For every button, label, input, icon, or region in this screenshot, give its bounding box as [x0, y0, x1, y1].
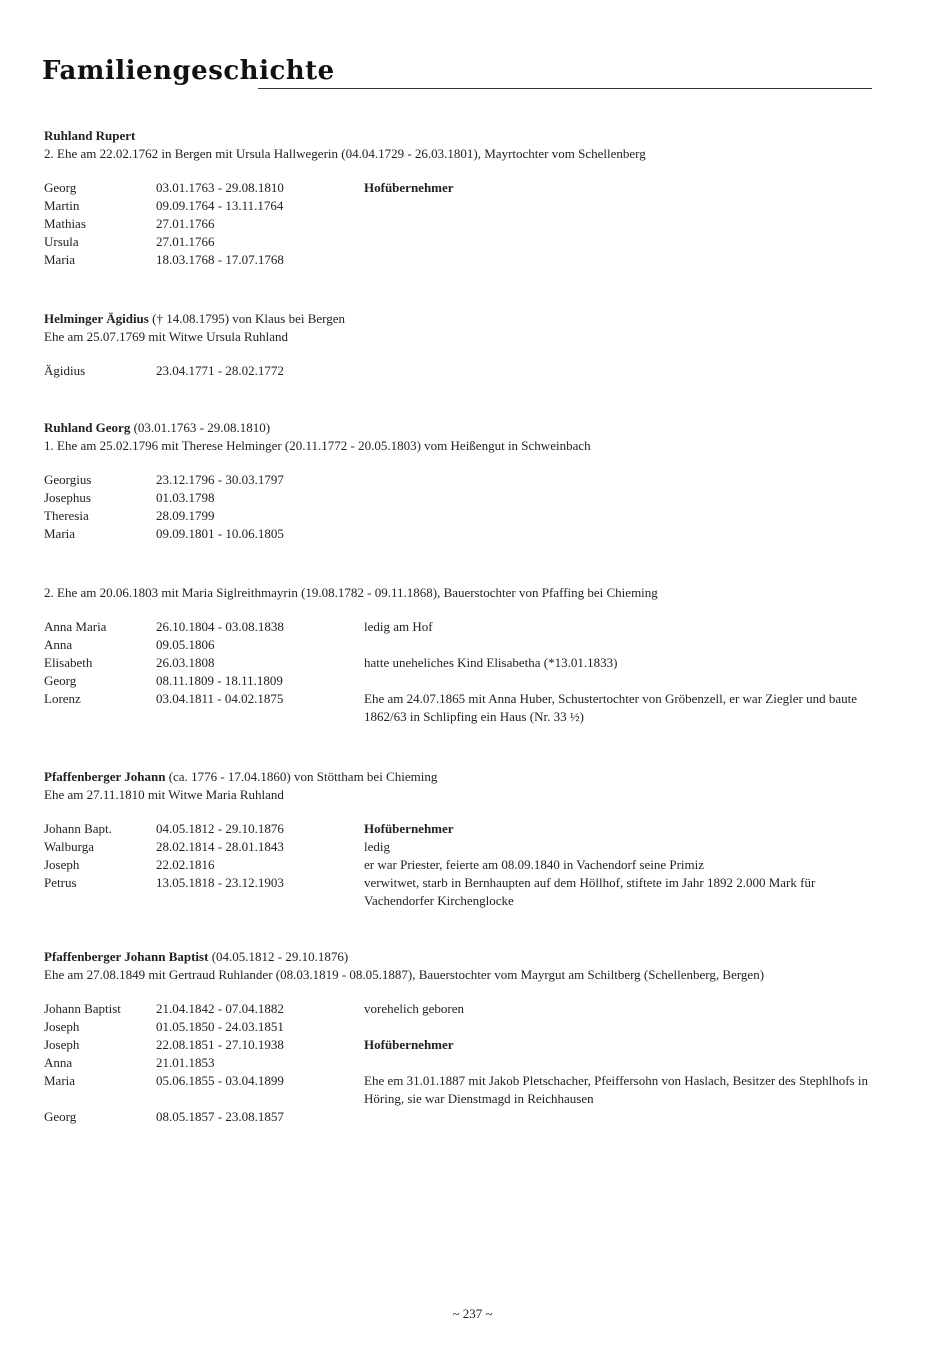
child-name: Anna	[44, 637, 73, 652]
child-dates: 03.01.1763 - 29.08.1810	[156, 180, 284, 195]
family-section-ruhland-georg	[44, 419, 884, 543]
child-note: Ehe am 24.07.1865 mit Anna Huber, Schustertochter von Gröbenzell, er war Ziegler und baute 1862/63 in Schlipfing ein Haus (Nr. 33 ½)	[364, 691, 857, 724]
child-row	[44, 1072, 884, 1108]
child-name: Lorenz	[44, 691, 81, 706]
child-note: Ehe em 31.01.1887 mit Jakob Pletschacher, Pfeiffersohn von Haslach, Besitzer des Stephlhofs in Höring, sie war Dienstmagd in Reichhausen	[364, 1073, 868, 1106]
child-name: Georg	[44, 180, 77, 195]
marriage-line: Ehe am 27.08.1849 mit Gertraud Ruhlander (08.03.1819 - 08.05.1887), Bauerstochter vom Mayrgut am Schiltberg (Schellenberg, Bergen)	[44, 967, 765, 982]
child-row	[44, 251, 884, 269]
page-title: Familiengeschichte	[42, 56, 335, 86]
child-dates: 21.04.1842 - 07.04.1882	[156, 1001, 284, 1016]
child-name: Josephus	[44, 490, 91, 505]
heading-name: Pfaffenberger Johann Baptist	[44, 949, 209, 964]
child-row	[44, 856, 884, 874]
child-dates: 23.12.1796 - 30.03.1797	[156, 472, 284, 487]
child-note: vorehelich geboren	[364, 1001, 464, 1016]
child-row	[44, 489, 884, 507]
child-name: Georg	[44, 673, 77, 688]
child-row	[44, 233, 884, 251]
child-row	[44, 672, 884, 690]
marriage-line: 2. Ehe am 20.06.1803 mit Maria Siglreithmayrin (19.08.1782 - 09.11.1868), Bauerstochter von Pfaffing bei Chieming	[44, 585, 658, 600]
child-dates: 03.04.1811 - 04.02.1875	[156, 691, 284, 706]
heading-name: Pfaffenberger Johann	[44, 769, 166, 784]
child-name: Maria	[44, 252, 76, 267]
child-name: Joseph	[44, 1019, 80, 1034]
heading-name: Helminger Ägidius	[44, 311, 149, 326]
child-name: Johann Bapt.	[44, 821, 112, 836]
child-row	[44, 507, 884, 525]
child-row	[44, 215, 884, 233]
child-dates: 09.09.1764 - 13.11.1764	[156, 198, 284, 213]
child-row	[44, 471, 884, 489]
child-row	[44, 690, 884, 726]
child-dates: 09.05.1806	[156, 637, 215, 652]
child-row	[44, 525, 884, 543]
marriage-line: Ehe am 27.11.1810 mit Witwe Maria Ruhland	[44, 787, 284, 802]
heading-name: Ruhland Rupert	[44, 128, 136, 143]
child-dates: 13.05.1818 - 23.12.1903	[156, 875, 284, 890]
children-list	[44, 179, 884, 269]
family-section-pfaffenberger-johann-baptist	[44, 948, 884, 1126]
child-note: ledig	[364, 839, 390, 854]
marriage-line: 2. Ehe am 22.02.1762 in Bergen mit Ursula Hallwegerin (04.04.1729 - 26.03.1801), Mayrtochter vom Schellenberg	[44, 146, 646, 161]
child-row	[44, 362, 884, 380]
child-dates: 21.01.1853	[156, 1055, 215, 1070]
child-name: Martin	[44, 198, 80, 213]
section-heading	[44, 948, 884, 966]
child-row	[44, 838, 884, 856]
child-name: Theresia	[44, 508, 89, 523]
child-name: Anna	[44, 1055, 73, 1070]
children-list	[44, 1000, 884, 1126]
children-list	[44, 820, 884, 910]
child-note: Hofübernehmer	[364, 821, 454, 836]
marriage-line: 1. Ehe am 25.02.1796 mit Therese Helminger (20.11.1772 - 20.05.1803) vom Heißengut in Schweinbach	[44, 438, 591, 453]
page-number: ~ 237 ~	[452, 1306, 493, 1321]
child-row	[44, 1000, 884, 1018]
child-name: Elisabeth	[44, 655, 93, 670]
heading-rest: (04.05.1812 - 29.10.1876)	[208, 949, 349, 964]
child-note: Hofübernehmer	[364, 1037, 454, 1052]
children-list	[44, 618, 884, 726]
child-dates: 08.05.1857 - 23.08.1857	[156, 1109, 284, 1124]
child-row	[44, 197, 884, 215]
child-row	[44, 1054, 884, 1072]
child-note: ledig am Hof	[364, 619, 433, 634]
child-name: Maria	[44, 526, 76, 541]
child-name: Maria	[44, 1073, 76, 1088]
child-row	[44, 1018, 884, 1036]
child-note: er war Priester, feierte am 08.09.1840 in Vachendorf seine Primiz	[364, 857, 705, 872]
child-dates: 04.05.1812 - 29.10.1876	[156, 821, 284, 836]
marriage-line: Ehe am 25.07.1769 mit Witwe Ursula Ruhland	[44, 329, 289, 344]
child-note: Hofübernehmer	[364, 180, 454, 195]
child-note: verwitwet, starb in Bernhaupten auf dem Höllhof, stiftete im Jahr 1892 2.000 Mark für Vachendorfer Kirchenglocke	[364, 875, 816, 908]
child-row	[44, 179, 884, 197]
title-rule	[258, 88, 872, 89]
child-name: Joseph	[44, 857, 80, 872]
section-heading	[44, 310, 884, 328]
children-list	[44, 471, 884, 543]
heading-name: Ruhland Georg	[44, 420, 131, 435]
child-dates: 08.11.1809 - 18.11.1809	[156, 673, 283, 688]
child-row	[44, 654, 884, 672]
child-name: Mathias	[44, 216, 86, 231]
child-name: Joseph	[44, 1037, 80, 1052]
child-dates: 22.08.1851 - 27.10.1938	[156, 1037, 284, 1052]
section-heading	[44, 127, 884, 145]
child-row	[44, 1108, 884, 1126]
child-note: hatte uneheliches Kind Elisabetha (*13.01.1833)	[364, 655, 618, 670]
page-number-value: 237	[462, 1306, 483, 1321]
children-list	[44, 362, 884, 380]
heading-rest: (ca. 1776 - 17.04.1860) von Stöttham bei Chieming	[165, 769, 438, 784]
family-section-pfaffenberger-johann	[44, 768, 884, 910]
child-dates: 26.03.1808	[156, 655, 215, 670]
child-row	[44, 874, 884, 910]
child-dates: 27.01.1766	[156, 216, 215, 231]
section-heading	[44, 419, 884, 437]
child-dates: 18.03.1768 - 17.07.1768	[156, 252, 284, 267]
child-name: Anna Maria	[44, 619, 107, 634]
child-row	[44, 1036, 884, 1054]
family-section-second-marriage	[44, 584, 884, 726]
child-dates: 05.06.1855 - 03.04.1899	[156, 1073, 284, 1088]
child-name: Walburga	[44, 839, 94, 854]
child-dates: 28.02.1814 - 28.01.1843	[156, 839, 284, 854]
family-section-helminger-aegidius	[44, 310, 884, 380]
child-dates: 26.10.1804 - 03.08.1838	[156, 619, 284, 634]
child-name: Petrus	[44, 875, 77, 890]
child-dates: 09.09.1801 - 10.06.1805	[156, 526, 284, 541]
heading-rest: († 14.08.1795) von Klaus bei Bergen	[148, 311, 346, 326]
heading-rest: (03.01.1763 - 29.08.1810)	[130, 420, 271, 435]
child-dates: 22.02.1816	[156, 857, 215, 872]
child-dates: 23.04.1771 - 28.02.1772	[156, 363, 284, 378]
child-name: Georg	[44, 1109, 77, 1124]
child-dates: 27.01.1766	[156, 234, 215, 249]
child-dates: 01.05.1850 - 24.03.1851	[156, 1019, 284, 1034]
child-name: Georgius	[44, 472, 92, 487]
child-row	[44, 636, 884, 654]
child-dates: 28.09.1799	[156, 508, 215, 523]
section-heading	[44, 768, 884, 786]
child-row	[44, 820, 884, 838]
child-name: Ägidius	[44, 363, 86, 378]
child-name: Ursula	[44, 234, 79, 249]
family-section-ruhland-rupert	[44, 127, 884, 269]
child-name: Johann Baptist	[44, 1001, 121, 1016]
child-row	[44, 618, 884, 636]
child-dates: 01.03.1798	[156, 490, 215, 505]
